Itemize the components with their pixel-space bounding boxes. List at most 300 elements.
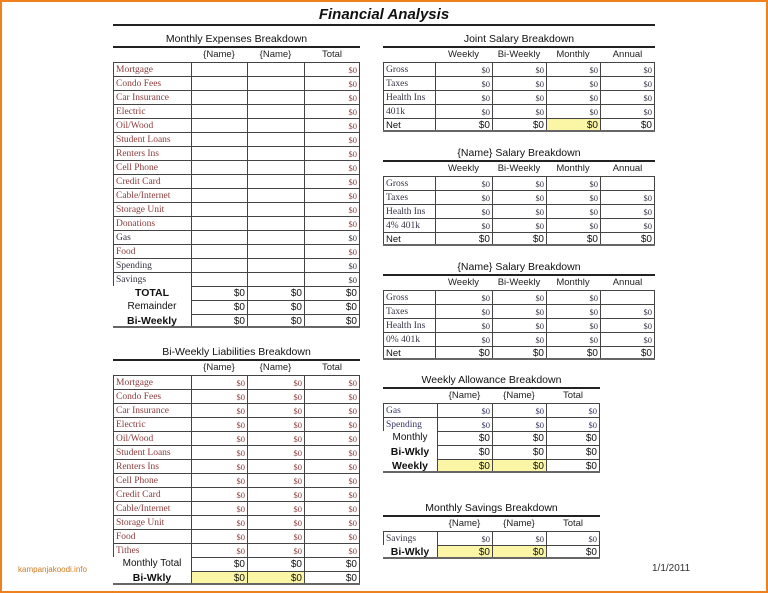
value-cell[interactable]: $0	[247, 314, 304, 326]
value-cell[interactable]: $0	[492, 90, 546, 104]
value-cell[interactable]	[247, 104, 304, 118]
value-cell[interactable]: $0	[492, 318, 546, 332]
table-row	[383, 176, 655, 190]
table-row	[113, 473, 360, 487]
value-cell[interactable]: $0	[546, 346, 600, 358]
row-label: Taxes	[383, 304, 435, 318]
value-cell[interactable]: $0	[546, 431, 600, 445]
value-cell[interactable]: $0	[435, 190, 492, 204]
value-cell[interactable]: $0	[492, 531, 546, 545]
value-cell[interactable]	[247, 258, 304, 272]
value-cell[interactable]: $0	[304, 571, 360, 583]
value-cell[interactable]: $0	[492, 346, 546, 358]
table-row	[383, 332, 655, 346]
value-cell[interactable]	[247, 174, 304, 188]
row-label: Condo Fees	[113, 389, 191, 403]
table-row	[113, 417, 360, 431]
page-title: Financial Analysis	[318, 6, 450, 23]
value-cell[interactable]	[247, 188, 304, 202]
column-header-row	[113, 361, 360, 375]
row-label: Cable/Internet	[113, 188, 191, 202]
value-cell[interactable]: $0	[191, 459, 247, 473]
title-divider	[113, 24, 655, 26]
table-row	[113, 244, 360, 258]
table-row	[383, 431, 600, 445]
table-row	[383, 318, 655, 332]
value-cell[interactable]	[191, 216, 247, 230]
row-label: Taxes	[383, 190, 435, 204]
value-cell[interactable]: $0	[546, 62, 600, 76]
value-cell[interactable]: $0	[546, 104, 600, 118]
table-joint-salary	[383, 32, 655, 132]
column-header: {Name}	[503, 390, 535, 401]
value-cell[interactable]: $0	[191, 501, 247, 515]
value-cell[interactable]	[247, 118, 304, 132]
row-label: Gross	[383, 176, 435, 190]
value-cell[interactable]: $0	[546, 76, 600, 90]
value-cell[interactable]	[191, 76, 247, 90]
table-row	[383, 232, 655, 246]
value-cell[interactable]: $0	[600, 346, 655, 358]
value-cell[interactable]: $0	[437, 531, 492, 545]
value-cell[interactable]: $0	[304, 300, 360, 314]
value-cell[interactable]: $0	[304, 487, 360, 501]
value-cell[interactable]: $0	[191, 389, 247, 403]
row-label: 0% 401k	[383, 332, 435, 346]
value-cell[interactable]: $0	[492, 290, 546, 304]
value-cell[interactable]: $0	[191, 417, 247, 431]
value-cell[interactable]: $0	[247, 459, 304, 473]
value-cell[interactable]: $0	[247, 557, 304, 571]
table-row	[383, 118, 655, 132]
value-cell[interactable]: $0	[247, 403, 304, 417]
row-label: Monthly Total	[122, 558, 182, 569]
value-cell[interactable]: $0	[492, 62, 546, 76]
value-cell[interactable]: $0	[546, 318, 600, 332]
value-cell[interactable]: $0	[492, 204, 546, 218]
row-label: Oil/Wood	[113, 431, 191, 445]
value-cell[interactable]: $0	[304, 314, 360, 326]
value-cell[interactable]: $0	[304, 146, 360, 160]
value-cell[interactable]: $0	[304, 557, 360, 571]
value-cell[interactable]	[600, 290, 655, 304]
value-cell[interactable]: $0	[247, 473, 304, 487]
value-cell[interactable]	[191, 146, 247, 160]
value-cell[interactable]: $0	[247, 431, 304, 445]
table-row	[383, 90, 655, 104]
value-cell[interactable]: $0	[492, 190, 546, 204]
value-cell[interactable]: $0	[304, 389, 360, 403]
table-row	[383, 62, 655, 76]
table-title: Weekly Allowance Breakdown	[421, 374, 562, 386]
value-cell[interactable]: $0	[247, 300, 304, 314]
value-cell[interactable]: $0	[437, 459, 492, 471]
row-label: Spending	[113, 258, 191, 272]
row-label: 4% 401k	[383, 218, 435, 232]
table-weekly-allowance	[383, 373, 600, 473]
value-cell[interactable]: $0	[492, 232, 546, 244]
column-header: Annual	[612, 49, 643, 60]
value-cell[interactable]: $0	[247, 515, 304, 529]
row-label: Savings	[383, 531, 437, 545]
row-label: Gas	[383, 403, 437, 417]
column-header-row	[113, 48, 360, 62]
value-cell[interactable]: $0	[304, 244, 360, 258]
value-cell[interactable]: $0	[304, 62, 360, 76]
value-cell[interactable]	[191, 272, 247, 286]
value-cell[interactable]: $0	[304, 417, 360, 431]
value-cell[interactable]: $0	[191, 515, 247, 529]
table-title: {Name} Salary Breakdown	[457, 261, 581, 273]
value-cell[interactable]: $0	[546, 459, 600, 471]
value-cell[interactable]	[247, 216, 304, 230]
value-cell[interactable]: $0	[247, 543, 304, 557]
column-header	[383, 389, 437, 403]
value-cell[interactable]: $0	[437, 545, 492, 557]
value-cell[interactable]: $0	[191, 314, 247, 326]
row-label: Storage Unit	[113, 202, 191, 216]
value-cell[interactable]: $0	[247, 417, 304, 431]
column-header: {Name}	[203, 362, 235, 373]
table-row	[113, 375, 360, 389]
value-cell[interactable]: $0	[437, 417, 492, 431]
value-cell[interactable]: $0	[304, 286, 360, 300]
value-cell[interactable]: $0	[546, 176, 600, 190]
value-cell[interactable]	[247, 230, 304, 244]
value-cell[interactable]: $0	[304, 375, 360, 389]
value-cell[interactable]: $0	[600, 190, 655, 204]
value-cell[interactable]: $0	[304, 174, 360, 188]
table-row	[113, 543, 360, 557]
value-cell[interactable]	[191, 160, 247, 174]
table-row	[113, 146, 360, 160]
value-cell[interactable]	[247, 62, 304, 76]
row-label: Cell Phone	[113, 160, 191, 174]
value-cell[interactable]: $0	[304, 160, 360, 174]
value-cell[interactable]: $0	[492, 545, 546, 557]
value-cell[interactable]	[247, 146, 304, 160]
row-label: Remainder	[127, 301, 177, 312]
table-row	[113, 90, 360, 104]
row-label: Electric	[113, 417, 191, 431]
value-cell[interactable]	[191, 90, 247, 104]
value-cell[interactable]: $0	[191, 487, 247, 501]
value-cell[interactable]: $0	[247, 286, 304, 300]
table-row	[383, 304, 655, 318]
value-cell[interactable]	[247, 132, 304, 146]
value-cell[interactable]	[191, 132, 247, 146]
table-row	[113, 258, 360, 272]
table-row	[113, 487, 360, 501]
value-cell[interactable]: $0	[600, 318, 655, 332]
value-cell[interactable]: $0	[435, 104, 492, 118]
value-cell[interactable]: $0	[435, 118, 492, 130]
value-cell[interactable]: $0	[437, 431, 492, 445]
column-header	[383, 162, 435, 176]
value-cell[interactable]: $0	[191, 529, 247, 543]
value-cell[interactable]: $0	[435, 90, 492, 104]
table-title: Bi-Weekly Liabilities Breakdown	[162, 346, 311, 358]
table-row	[113, 174, 360, 188]
value-cell[interactable]: $0	[191, 300, 247, 314]
value-cell[interactable]	[247, 76, 304, 90]
value-cell[interactable]: $0	[600, 204, 655, 218]
value-cell[interactable]	[600, 176, 655, 190]
column-header: Total	[321, 362, 343, 373]
value-cell[interactable]: $0	[492, 304, 546, 318]
value-cell[interactable]: $0	[435, 76, 492, 90]
value-cell[interactable]: $0	[191, 375, 247, 389]
value-cell[interactable]: $0	[492, 104, 546, 118]
column-header	[383, 276, 435, 290]
value-cell[interactable]: $0	[304, 258, 360, 272]
value-cell[interactable]: $0	[191, 286, 247, 300]
table-row	[113, 216, 360, 230]
row-label: Mortgage	[113, 62, 191, 76]
column-header: Monthly	[556, 277, 590, 288]
value-cell[interactable]	[247, 90, 304, 104]
column-header-row	[383, 517, 600, 531]
value-cell[interactable]: $0	[304, 230, 360, 244]
row-label: Gas	[113, 230, 191, 244]
table-row	[383, 531, 600, 545]
table-row	[383, 218, 655, 232]
row-label: Renters Ins	[113, 146, 191, 160]
table-row	[113, 557, 360, 571]
column-header-row	[383, 389, 600, 403]
table-row	[113, 272, 360, 286]
value-cell[interactable]: $0	[546, 204, 600, 218]
row-label: Gross	[383, 62, 435, 76]
value-cell[interactable]: $0	[492, 459, 546, 471]
value-cell[interactable]: $0	[546, 403, 600, 417]
value-cell[interactable]: $0	[435, 304, 492, 318]
value-cell[interactable]: $0	[435, 318, 492, 332]
table-row	[383, 104, 655, 118]
row-label: Car Insurance	[113, 90, 191, 104]
value-cell[interactable]: $0	[304, 501, 360, 515]
row-label: Cable/Internet	[113, 501, 191, 515]
value-cell[interactable]: $0	[435, 218, 492, 232]
value-cell[interactable]: $0	[304, 272, 360, 286]
value-cell[interactable]: $0	[247, 487, 304, 501]
value-cell[interactable]: $0	[191, 431, 247, 445]
value-cell[interactable]: $0	[492, 118, 546, 130]
value-cell[interactable]: $0	[191, 473, 247, 487]
value-cell[interactable]: $0	[247, 389, 304, 403]
value-cell[interactable]: $0	[304, 188, 360, 202]
value-cell[interactable]: $0	[546, 445, 600, 459]
value-cell[interactable]: $0	[247, 375, 304, 389]
value-cell[interactable]: $0	[304, 118, 360, 132]
row-label: Bi-Wkly	[390, 546, 430, 557]
value-cell[interactable]	[191, 202, 247, 216]
table-monthly-savings	[383, 501, 600, 559]
value-cell[interactable]: $0	[600, 332, 655, 346]
row-label: Net	[383, 346, 435, 358]
value-cell[interactable]: $0	[437, 403, 492, 417]
table-row	[113, 515, 360, 529]
row-label: Renters Ins	[113, 459, 191, 473]
row-label: Health Ins	[383, 318, 435, 332]
value-cell[interactable]: $0	[492, 176, 546, 190]
value-cell[interactable]: $0	[304, 515, 360, 529]
table-row	[113, 230, 360, 244]
value-cell[interactable]: $0	[435, 232, 492, 244]
table-biweekly-liabilities	[113, 345, 360, 585]
row-label: Bi-Weekly	[127, 315, 177, 326]
value-cell[interactable]: $0	[435, 346, 492, 358]
value-cell[interactable]: $0	[437, 445, 492, 459]
value-cell[interactable]: $0	[304, 459, 360, 473]
row-label: Savings	[113, 272, 191, 286]
column-header-row	[383, 162, 655, 176]
value-cell[interactable]: $0	[600, 104, 655, 118]
value-cell[interactable]: $0	[304, 202, 360, 216]
value-cell[interactable]: $0	[191, 543, 247, 557]
value-cell[interactable]: $0	[546, 545, 600, 557]
value-cell[interactable]: $0	[600, 232, 655, 244]
value-cell[interactable]: $0	[600, 118, 655, 130]
column-header: {Name}	[503, 518, 535, 529]
value-cell[interactable]: $0	[492, 431, 546, 445]
value-cell[interactable]: $0	[492, 445, 546, 459]
row-label: Net	[383, 118, 435, 130]
value-cell[interactable]: $0	[492, 332, 546, 346]
value-cell[interactable]	[191, 118, 247, 132]
value-cell[interactable]	[247, 160, 304, 174]
value-cell[interactable]: $0	[435, 332, 492, 346]
value-cell[interactable]: $0	[546, 332, 600, 346]
column-header: Annual	[612, 277, 643, 288]
value-cell[interactable]: $0	[546, 218, 600, 232]
value-cell[interactable]: $0	[304, 445, 360, 459]
value-cell[interactable]	[247, 244, 304, 258]
value-cell[interactable]	[191, 104, 247, 118]
column-header: Total	[562, 390, 584, 401]
value-cell[interactable]: $0	[247, 501, 304, 515]
value-cell[interactable]: $0	[304, 403, 360, 417]
table-row	[383, 445, 600, 459]
table-row	[113, 160, 360, 174]
value-cell[interactable]: $0	[191, 403, 247, 417]
value-cell[interactable]	[191, 230, 247, 244]
table-row	[113, 501, 360, 515]
row-label: Condo Fees	[113, 76, 191, 90]
value-cell[interactable]: $0	[435, 176, 492, 190]
row-label: Bi-Wkly	[390, 446, 430, 458]
value-cell[interactable]: $0	[600, 76, 655, 90]
table-row	[383, 346, 655, 360]
value-cell[interactable]: $0	[435, 62, 492, 76]
table-name-salary-1	[383, 146, 655, 246]
value-cell[interactable]	[191, 174, 247, 188]
value-cell[interactable]: $0	[191, 557, 247, 571]
value-cell[interactable]	[191, 244, 247, 258]
value-cell[interactable]: $0	[304, 76, 360, 90]
value-cell[interactable]: $0	[546, 190, 600, 204]
value-cell[interactable]: $0	[546, 118, 600, 130]
value-cell[interactable]: $0	[546, 531, 600, 545]
value-cell[interactable]: $0	[304, 431, 360, 445]
table-row	[383, 403, 600, 417]
row-label: Student Loans	[113, 445, 191, 459]
row-label: 401k	[383, 104, 435, 118]
value-cell[interactable]: $0	[247, 445, 304, 459]
row-label: Student Loans	[113, 132, 191, 146]
value-cell[interactable]: $0	[191, 445, 247, 459]
value-cell[interactable]: $0	[546, 232, 600, 244]
value-cell[interactable]: $0	[546, 304, 600, 318]
value-cell[interactable]	[247, 272, 304, 286]
value-cell[interactable]: $0	[492, 218, 546, 232]
column-header: Weekly	[448, 49, 479, 60]
value-cell[interactable]: $0	[304, 90, 360, 104]
value-cell[interactable]: $0	[304, 104, 360, 118]
column-header: {Name}	[448, 518, 481, 529]
column-header: Bi-Weekly	[497, 49, 541, 60]
row-label: Bi-Wkly	[132, 572, 172, 583]
table-row	[113, 431, 360, 445]
table-row	[113, 445, 360, 459]
column-header: {Name}	[448, 390, 481, 401]
value-cell[interactable]: $0	[304, 473, 360, 487]
table-row	[383, 459, 600, 473]
value-cell[interactable]: $0	[304, 132, 360, 146]
row-label: Food	[113, 529, 191, 543]
value-cell[interactable]: $0	[435, 290, 492, 304]
column-header: Total	[562, 518, 584, 529]
value-cell[interactable]: $0	[600, 218, 655, 232]
table-row	[113, 188, 360, 202]
footer-date: 1/1/2011	[652, 563, 691, 574]
table-row	[113, 76, 360, 90]
value-cell[interactable]: $0	[600, 90, 655, 104]
value-cell[interactable]: $0	[304, 543, 360, 557]
value-cell[interactable]: $0	[600, 304, 655, 318]
value-cell[interactable]: $0	[492, 417, 546, 431]
value-cell[interactable]	[191, 258, 247, 272]
column-header	[383, 48, 435, 62]
value-cell[interactable]: $0	[492, 76, 546, 90]
value-cell[interactable]: $0	[600, 62, 655, 76]
value-cell[interactable]: $0	[304, 529, 360, 543]
value-cell[interactable]: $0	[247, 529, 304, 543]
row-label: Net	[383, 232, 435, 244]
value-cell[interactable]	[247, 202, 304, 216]
value-cell[interactable]: $0	[304, 216, 360, 230]
value-cell[interactable]	[191, 62, 247, 76]
column-header: {Name}	[259, 49, 292, 60]
row-label: TOTAL	[134, 287, 170, 299]
value-cell[interactable]: $0	[546, 417, 600, 431]
value-cell[interactable]: $0	[435, 204, 492, 218]
table-row	[383, 204, 655, 218]
value-cell[interactable]: $0	[492, 403, 546, 417]
value-cell[interactable]: $0	[546, 90, 600, 104]
column-header	[113, 361, 191, 375]
column-header: {Name}	[203, 49, 235, 60]
table-row	[113, 529, 360, 543]
table-row	[383, 190, 655, 204]
row-label: Taxes	[383, 76, 435, 90]
value-cell[interactable]: $0	[191, 571, 247, 583]
row-label: Credit Card	[113, 487, 191, 501]
watermark-site: kampanjakoodi.info	[18, 565, 87, 574]
value-cell[interactable]	[191, 188, 247, 202]
value-cell[interactable]: $0	[546, 290, 600, 304]
value-cell[interactable]: $0	[247, 571, 304, 583]
